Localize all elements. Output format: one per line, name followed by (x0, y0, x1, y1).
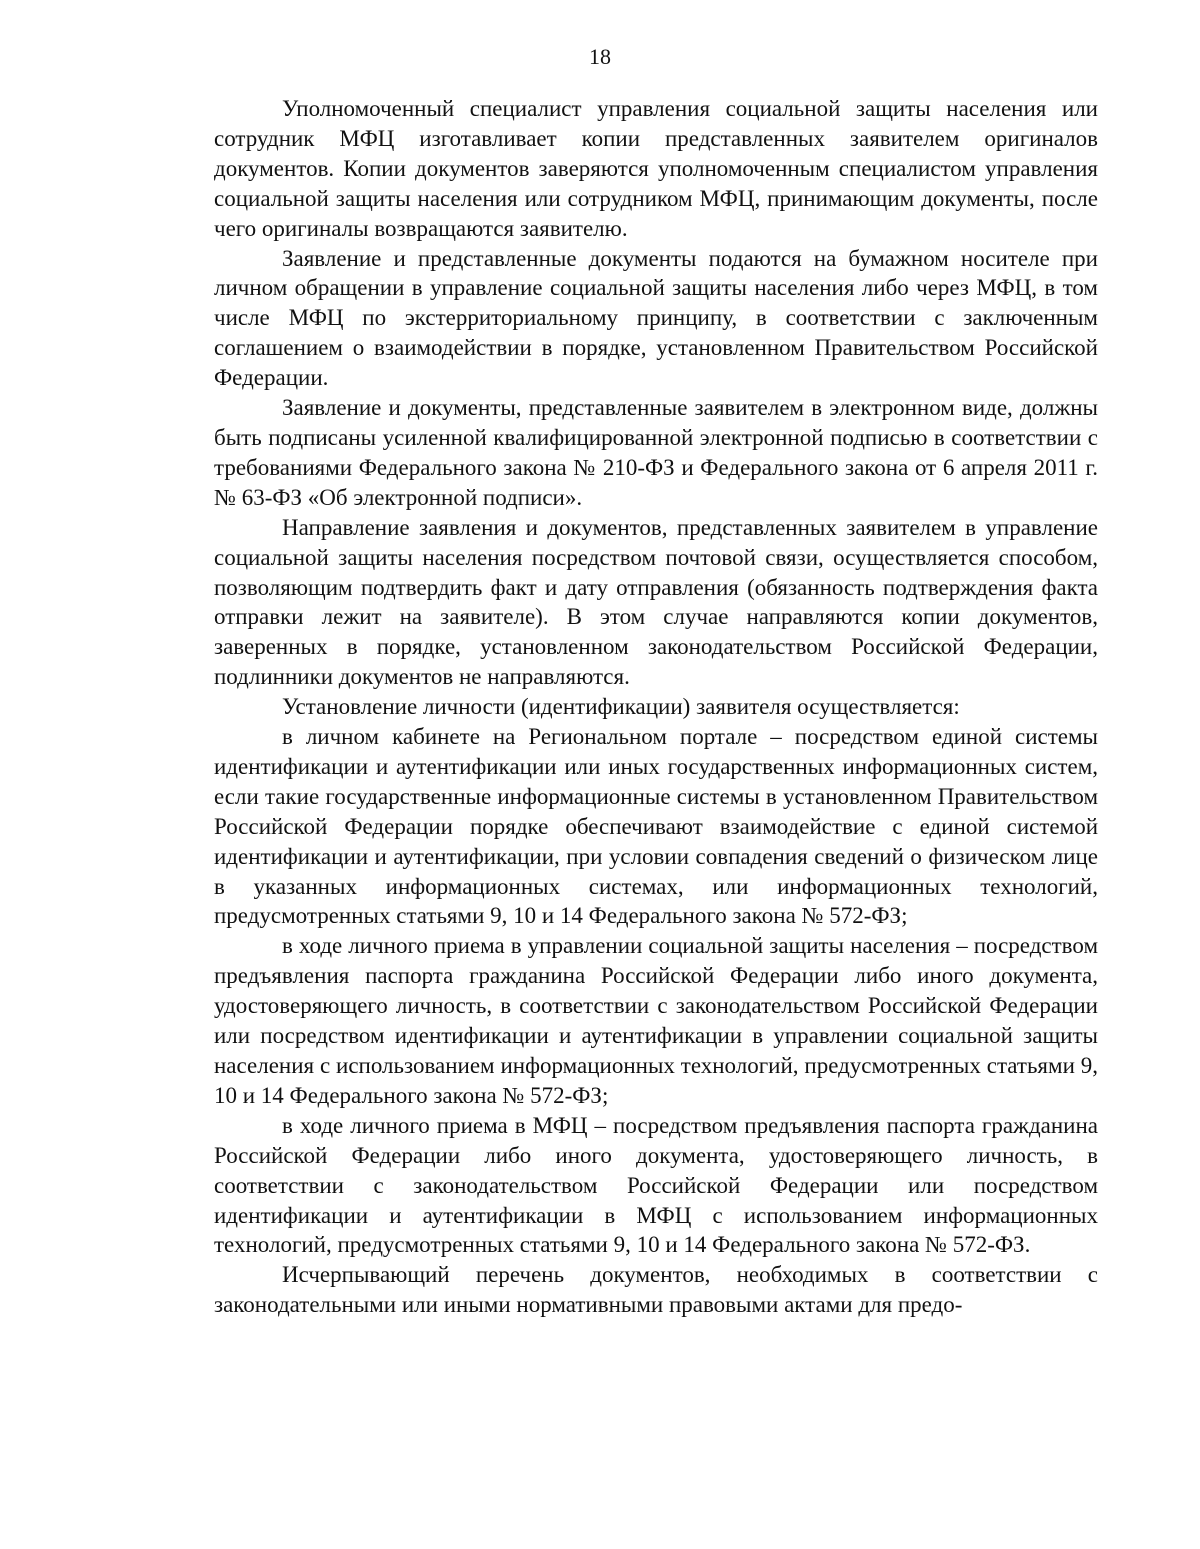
paragraph-identification-intro: Установление личности (идентификации) заявителя осуществляется: (282, 694, 960, 720)
paragraph-identification-portal: в личном кабинете на Региональном портале – посредством единой системы идентификации и аутентификации или иных государственных информационных систем, если такие государственные информационные системы в установленном Правительством Российской Федерации порядке обеспечивают взаимодействие с единой системой идентификации и аутентификации, при условии совпадения сведений о физическом лице в указанных информационных системах, или информационных технологий, предусмотренных статьями 9, 10 и 14 Федерального закона № 572-ФЗ; (214, 724, 1098, 929)
paragraph-postal-delivery: Направление заявления и документов, представленных заявителем в управление социальной защиты населения посредством почтовой связи, осуществляется способом, позволяющим подтвердить факт и дату отправления (обязанность подтверждения факта отправки лежит на заявителе). В этом случае направляются копии документов, заверенных в порядке, установленном законодательством Российской Федерации, подлинники документов не направляются. (214, 514, 1098, 690)
paragraph-electronic-signature: Заявление и документы, представленные заявителем в электронном виде, должны быть подписаны усиленной квалифицированной электронной подписью в соответствии с требованиями Федерального закона № 210-ФЗ и Федерального закона от 6 апреля 2011 г. № 63-ФЗ «Об электронной подписи». (214, 395, 1098, 510)
paragraph-copies: Уполномоченный специалист управления социальной защиты населения или сотрудник МФЦ изготавливает копии представленных заявителем оригиналов документов. Копии документов заверяются уполномоченным специалистом управления социальной защиты населения или сотрудником МФЦ, принимающим документы, после чего оригиналы возвращаются заявителю. (214, 96, 1098, 241)
document-body (214, 94, 1098, 1320)
page-number: 18 (589, 44, 611, 69)
paragraph-identification-mfc: в ходе личного приема в МФЦ – посредством предъявления паспорта гражданина Российской Федерации либо иного документа, удостоверяющего личность, в соответствии с законодательством Российской Федерации или посредством идентификации и аутентификации в МФЦ с использованием информационных технологий, предусмотренных статьями 9, 10 и 14 Федерального закона № 572-ФЗ. (214, 1112, 1098, 1258)
paragraph-identification-social-office: в ходе личного приема в управлении социальной защиты населения – посредством предъявления паспорта гражданина Российской Федерации либо иного документа, удостоверяющего личность, в соответствии с законодательством Российской Федерации или посредством идентификации и аутентификации в управлении социальной защиты населения с использованием информационных технологий, предусмотренных статьями 9, 10 и 14 Федерального закона № 572-ФЗ; (214, 933, 1098, 1108)
paragraph-paper-submission: Заявление и представленные документы подаются на бумажном носителе при личном обращении в управление социальной защиты населения либо через МФЦ, в том числе МФЦ по экстерриториальному принципу, в соответствии с заключенным соглашением о взаимодействии в порядке, установленном Правительством Российской Федерации. (214, 245, 1098, 391)
paragraph-documents-list: Исчерпывающий перечень документов, необходимых в соответствии с законодательными или иными нормативными правовыми актами для предо- (214, 1262, 1098, 1318)
